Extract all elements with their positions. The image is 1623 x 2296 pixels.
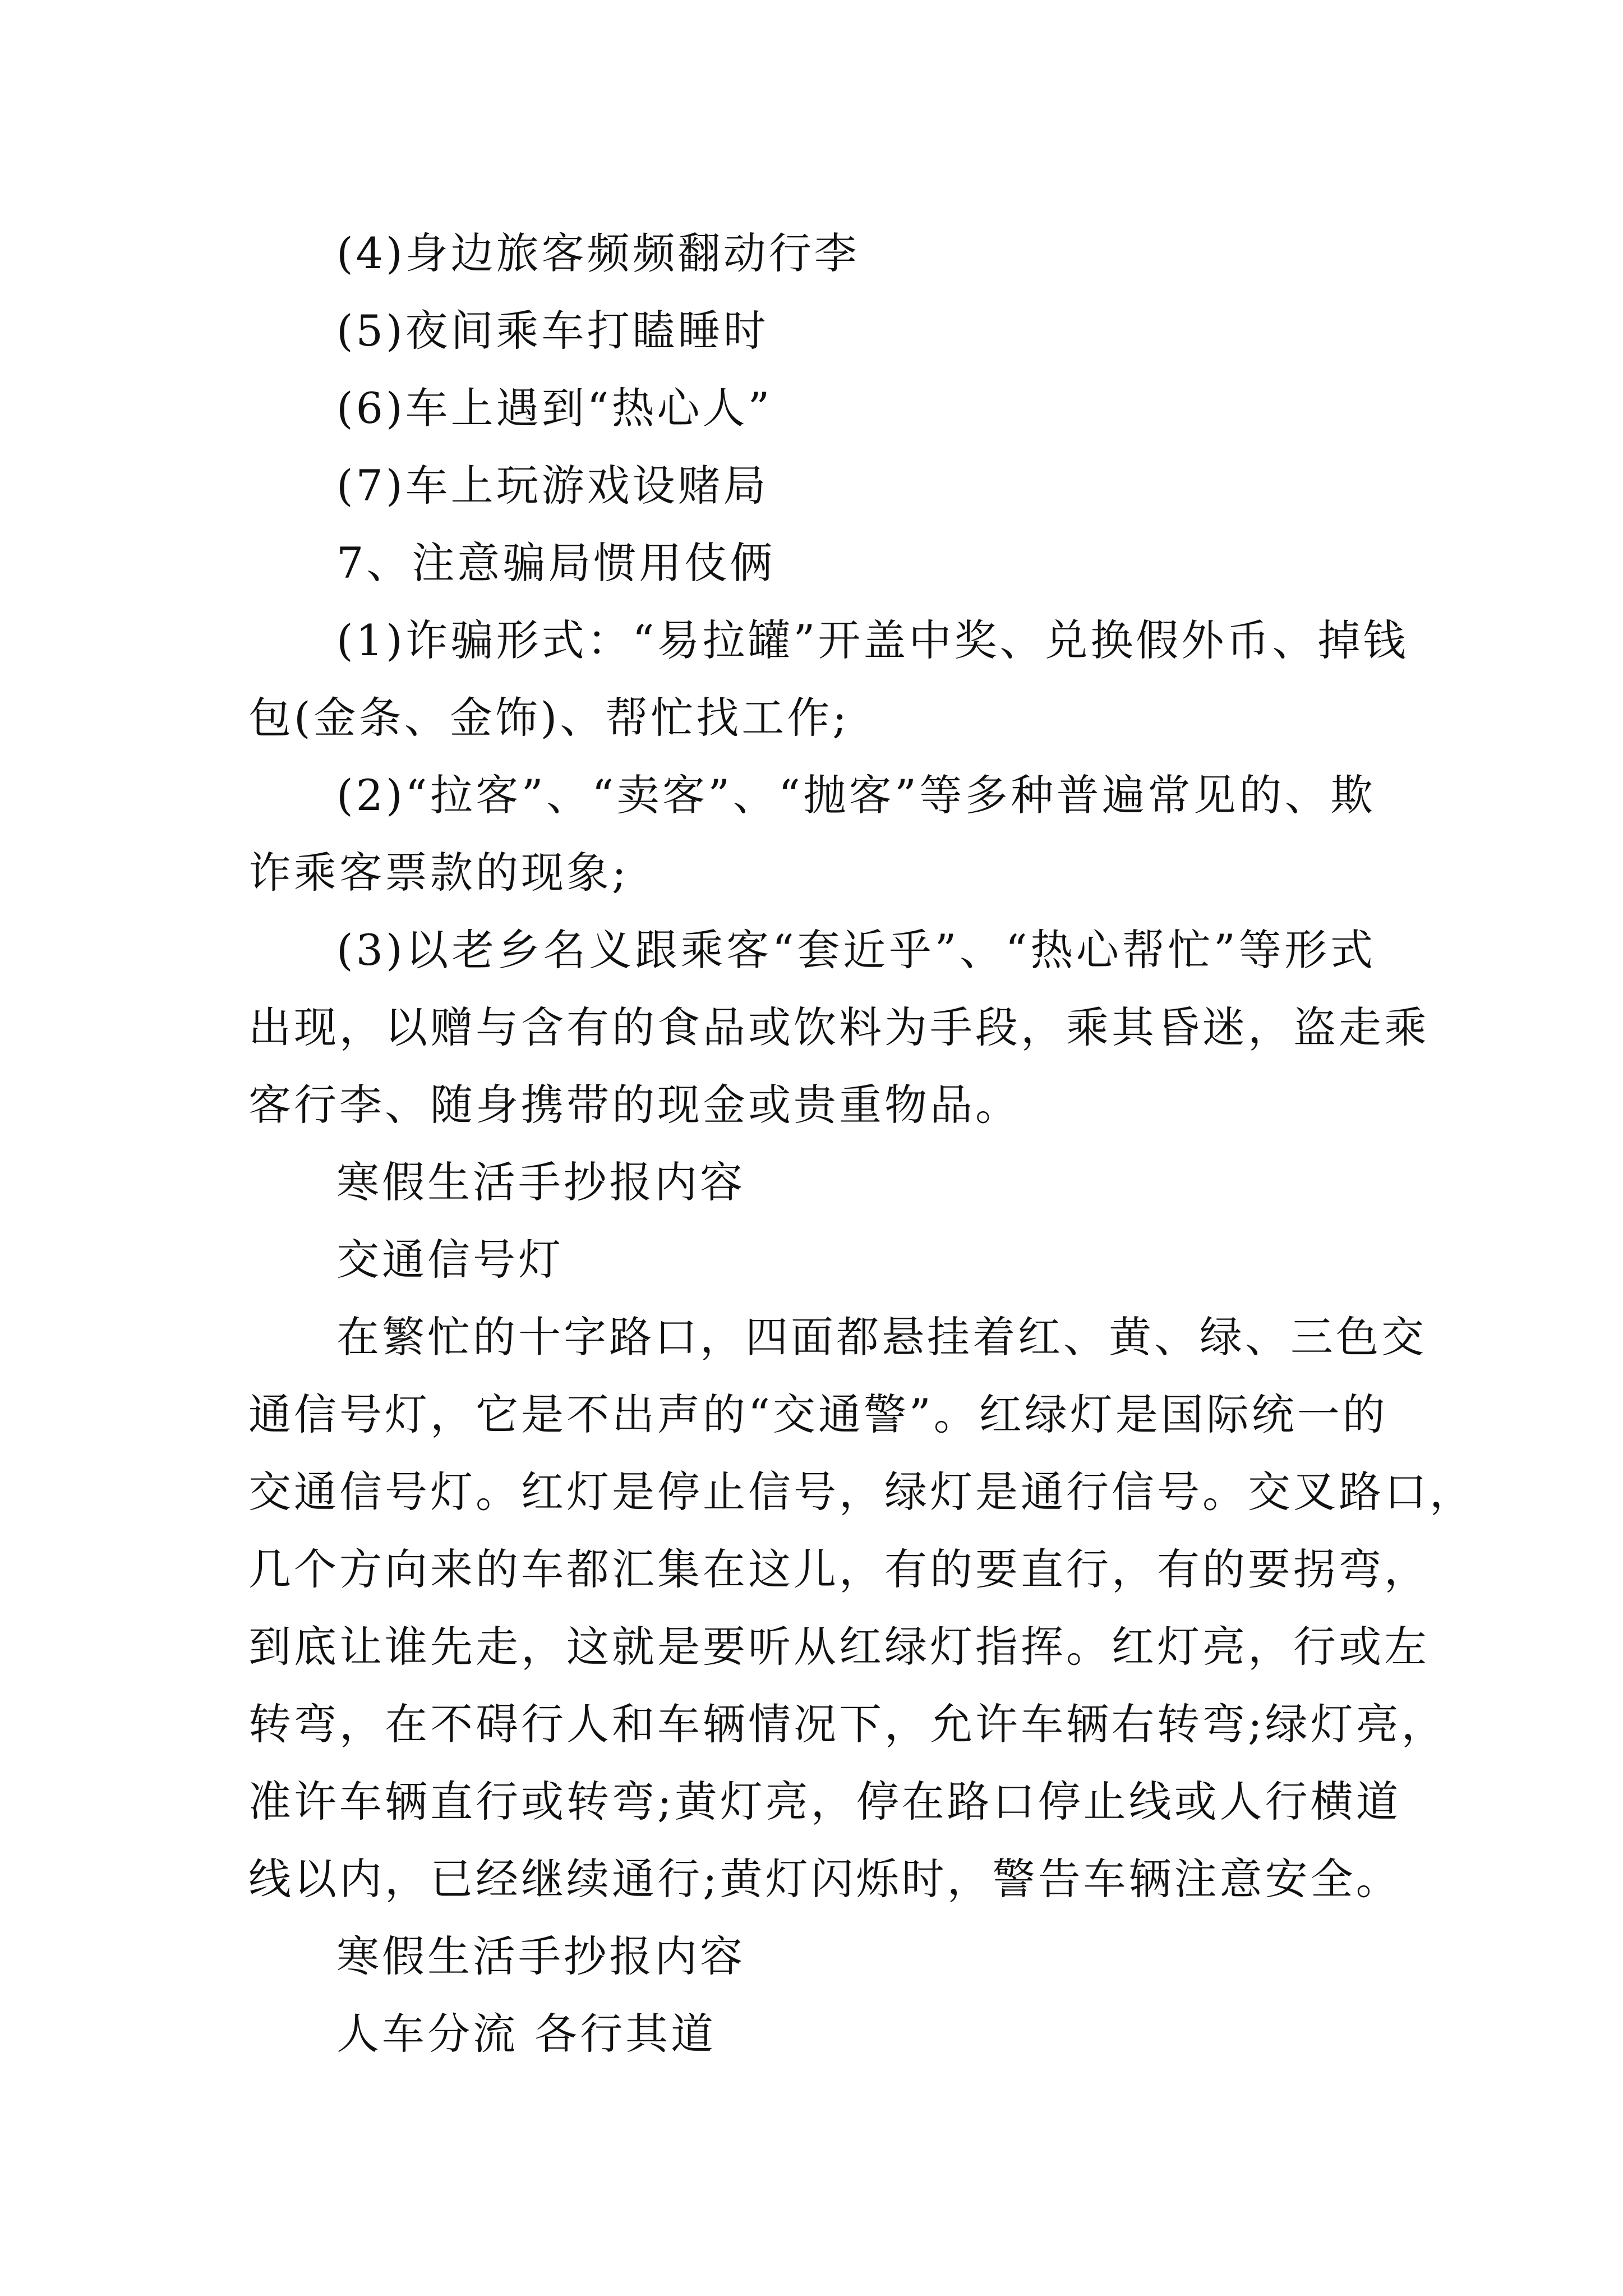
paragraph-4-line-5: 到底让谁先走，这就是要听从红绿灯指挥。红灯亮，行或左 [248, 1622, 1430, 1672]
section-title-1: 寒假生活手抄报内容 [336, 1157, 745, 1207]
paragraph-4-line-2: 通信号灯，它是不出声的“交通警”。红绿灯是国际统一的 [248, 1389, 1388, 1439]
list-item-6: (6)车上遇到“热心人” [336, 383, 773, 433]
section-title-2: 寒假生活手抄报内容 [336, 1931, 745, 1981]
section-subtitle-traffic-light: 交通信号灯 [336, 1235, 564, 1285]
document-body [248, 215, 1475, 2073]
paragraph-4-line-3: 交通信号灯。红灯是停止信号，绿灯是通行信号。交叉路口， [248, 1467, 1475, 1517]
section-heading-7: 7、注意骗局惯用伎俩 [336, 538, 776, 588]
paragraph-2-line-2: 诈乘客票款的现象; [248, 848, 629, 898]
paragraph-1-line-1: (1)诈骗形式：“易拉罐”开盖中奖、兑换假外币、掉钱 [336, 615, 1409, 665]
list-item-5: (5)夜间乘车打瞌睡时 [336, 306, 769, 356]
paragraph-3-line-2: 出现，以赠与含有的食品或饮料为手段，乘其昏迷，盗走乘 [248, 1002, 1430, 1052]
paragraph-4-line-1: 在繁忙的十字路口，四面都悬挂着红、黄、绿、三色交 [336, 1312, 1427, 1362]
list-item-4: (4)身边旅客频频翻动行李 [336, 228, 860, 278]
section-subtitle-pedestrian-vehicle: 人车分流 各行其道 [336, 2009, 717, 2059]
paragraph-3-line-1: (3)以老乡名义跟乘客“套近乎”、“热心帮忙”等形式 [336, 925, 1376, 975]
list-item-7: (7)车上玩游戏设赌局 [336, 461, 769, 510]
paragraph-4-line-8: 线以内，已经继续通行;黄灯闪烁时，警告车辆注意安全。 [248, 1854, 1401, 1904]
paragraph-4-line-7: 准许车辆直行或转弯;黄灯亮，停在路口停止线或人行横道 [248, 1777, 1401, 1826]
paragraph-3-line-3: 客行李、随身携带的现金或贵重物品。 [248, 1080, 1021, 1130]
paragraph-4-line-4: 几个方向来的车都汇集在这儿，有的要直行，有的要拐弯， [248, 1544, 1430, 1594]
paragraph-4-line-6: 转弯，在不碍行人和车辆情况下，允许车辆右转弯;绿灯亮， [248, 1699, 1447, 1749]
paragraph-2-line-1: (2)“拉客”、“卖客”、“抛客”等多种普遍常见的、欺 [336, 770, 1376, 820]
paragraph-1-line-2: 包(金条、金饰)、帮忙找工作; [248, 693, 850, 743]
